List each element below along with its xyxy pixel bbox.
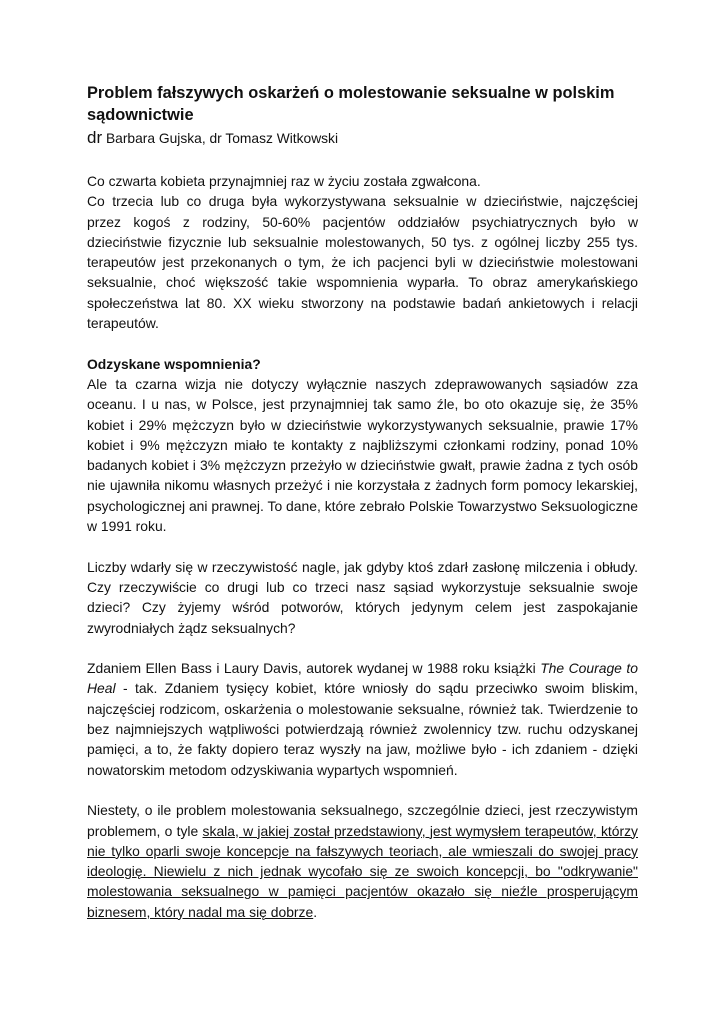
paragraph-recovered-memories: Ale ta czarna wizja nie dotyczy wyłącznie naszych zdeprawowanych sąsiadów zza oceanu. I u nas, w Polsce, jest przynajmniej tak samo źle, bo oto okazuje się, że 35% kobiet i 29% mężczyzn było w dzieciństwie wykorzystywanych seksualnie, prawie 17% kobiet i 9% mężczyzn miało te kontakty z najbliższymi członkami rodziny, ponad 10% badanych kobiet i 3% mężczyzn przeżyło w dzieciństwie gwałt, prawie żadna z tych osób nie ujawniła nikomu własnych przeżyć i nie korzystała z żadnych form pomocy lekarskiej, psychologicznej ani prawnej. To dane, które zebrało Polskie Towarzystwo Seksuologiczne w 1991 roku. (87, 375, 638, 535)
document-title: Problem fałszywych oskarżeń o molestowanie seksualne w polskim sądownictwie (87, 84, 615, 124)
authors-prefix: dr (87, 128, 103, 147)
paragraph-bass-text-b: - tak. Zdaniem tysięcy kobiet, które wniosły do sądu przeciwko swoim bliskim, najczęściej rodzicom, oskarżenia o molestowanie seksualne, również tak. Twierdzenie to bez najmniejszych wątpliwości potwierdzają również zwolennicy tzw. ruchu odzyskanej pamięci, a to, że fakty dopiero teraz wyszły na jaw, możliwe było - ich zdaniem - dzięki nowatorskim metodom odzyskiwania wypartych wspomnień. (87, 680, 638, 778)
book-title: The Courage to Heal (87, 660, 638, 697)
paragraph-numbers: Liczby wdarły się w rzeczywistość nagle, jak gdyby ktoś zdarł zasłonę milczenia i obłudy. Czy rzeczywiście co drugi lub co trzeci nasz sąsiad wykorzystuje seksualnie swoje dzieci? Czy żyjemy wśród potworów, których jedynym celem jest zaspokajanie zwyrodniałych żądz seksualnych? (87, 558, 638, 636)
section-heading-recovered-memories: Odzyskane wspomnienia? (87, 355, 261, 372)
paragraph-conclusion-text: Niestety, o ile problem molestowania seksualnego, szczególnie dzieci, jest rzeczywistym problemem, o tyle (87, 802, 638, 839)
paragraph-bass-davis (87, 658, 638, 780)
underlined-passage: skala, w jakiej został przedstawiony, jest wymysłem terapeutów, którzy nie tylko oparli swoje koncepcje na fałszywych teoriach, ale wmieszali do swojej pracy ideologię. Niewielu z nich jednak wycofało się ze swoich koncepcji, bo "odkrywanie" molestowania seksualnego w pamięci pacjentów okazało się nieźle prosperującym biznesem, który nadal ma się dobrze (87, 822, 638, 920)
intro-paragraph: Co trzecia lub co druga była wykorzystywana seksualnie w dzieciństwie, najczęściej przez kogoś z rodziny, 50-60% pacjentów oddziałów psychiatrycznych było w dzieciństwie fizycznie lub seksualnie molestowanych, 50 tys. z ogólnej liczby 255 tys. terapeutów jest przekonanych o tym, że ich pacjenci byli w dzieciństwie molestowani seksualnie, choć większość takie wspomnienia wyparła. To obraz amerykańskiego społeczeństwa lat 80. XX wieku stworzony na podstawie badań ankietowych i relacji terapeutów. (87, 193, 638, 332)
authors-line (87, 128, 638, 149)
paragraph-conclusion-end: . (313, 903, 318, 920)
paragraph-bass-text-a: Zdaniem Ellen Bass i Laury Davis, autorek wydanej w 1988 roku książki (87, 660, 541, 677)
authors-names: Barbara Gujska, dr Tomasz Witkowski (102, 131, 339, 146)
paragraph-conclusion (87, 800, 638, 922)
intro-line: Co czwarta kobieta przynajmniej raz w życiu została zgwałcona. (87, 173, 481, 189)
